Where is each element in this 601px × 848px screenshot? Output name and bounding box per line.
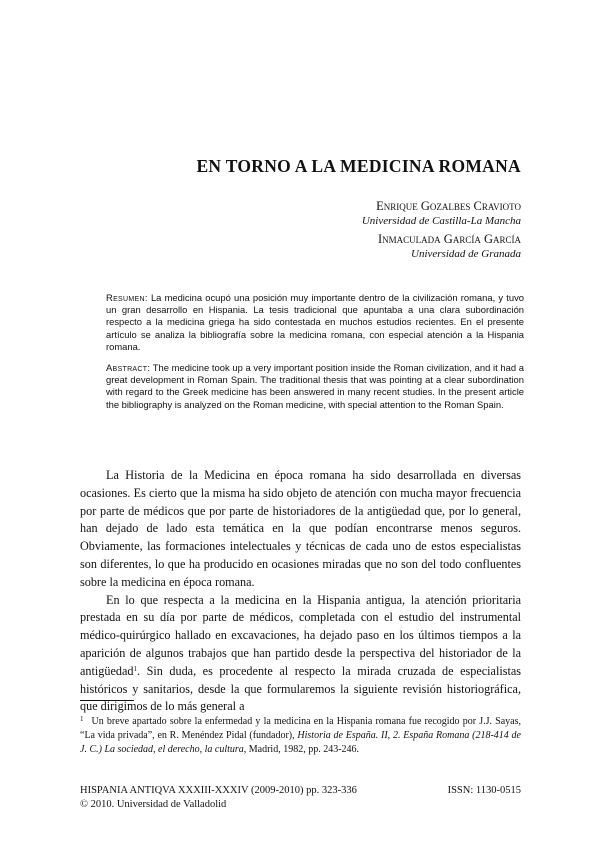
footnote-ref-1[interactable]: 1 (133, 664, 137, 673)
resumen-text: La medicina ocupó una posición muy importante dentro de la civilización romana, y tuvo un gran desarrollo en Hispania. La tesis tradicional que apuntaba a una clara subordinación respecto a la medicina griega ha sido contestada en muchos estudios recientes. En el presente artículo se analiza la bibliografía sobre la medicina romana, con especial atención a la Hispania romana. (106, 292, 524, 352)
footnote-divider (80, 700, 134, 701)
author-2-affiliation: Universidad de Granada (411, 248, 521, 260)
copyright: © 2010. Universidad de Valladolid (80, 799, 227, 810)
body-paragraph-1: La Historia de la Medicina en época romana ha sido desarrollada en diversas ocasiones. Es cierto que la misma ha sido objeto de atención con mucha mayor frecuencia por parte de médicos que por parte de historiadores de la antigüedad que, por lo general, han dejado de lado esta temática en la que podían encontrarse menos seguros. Obviamente, las formaciones intelectuales y técnicas de cada uno de estos especialistas son diferentes, lo que ha producido en ocasiones miradas que no son del todo confluentes sobre la medicina en época romana. (80, 468, 521, 589)
body-paragraph-2-start: En lo que respecta a la medicina en la Hispania antigua, la atención prioritaria prestada en su día por parte de médicos, completada con el estudio del instrumental médico-quirúrgico hallado en excavaciones, ha dejado paso en los últimos tiempos a la aparición de algunos trabajos que han partido desde la perspectiva del historiador de la antigüedad (80, 592, 521, 678)
abstract-text: The medicine took up a very important position inside the Roman civilization, and it had a great development in Roman Spain. The traditional thesis that was pointing at a clear subordination with regard to the Greek medicine has been answered in many recent studies. In the present article the bibliography is analyzed on the Roman medicine, with special attention to the Roman Spain. (106, 362, 524, 410)
footnote-text-start: Un breve apartado sobre la enfermedad y la medicina en la Hispania romana fue recogido por J.J. Sayas, “La vida privada”, en R. Menéndez Pidal (fundador), (80, 716, 521, 741)
author-1-name: Enrique Gozalbes Cravioto (376, 199, 521, 213)
author-1-affiliation: Universidad de Castilla-La Mancha (361, 215, 521, 227)
issn: ISSN: 1130-0515 (447, 785, 521, 796)
footnote-text-end: , Madrid, 1982, pp. 243-246. (243, 744, 360, 755)
journal-citation: HISPANIA ANTIQVA XXXIII-XXXIV (2009-2010) pp. 323-336 (80, 785, 357, 796)
resumen-block (106, 292, 524, 353)
body-paragraph-2 (80, 592, 521, 717)
footnote-number: 1 (80, 715, 84, 723)
body-text (80, 467, 521, 716)
body-paragraph-2-end: . Sin duda, es procedente al respecto la mirada cruzada de especialistas históricos y sanitarios, desde la que formularemos la siguiente revisión historiográfica, que dirigimos de lo más general a (80, 663, 521, 714)
author-2-name: Inmaculada García García (378, 232, 521, 246)
footnote-book-title: Historia de España. II, 2. España Romana (218-414 de J. C.) La sociedad, el derecho, la cultura (80, 730, 521, 755)
resumen-label: Resumen: (106, 292, 148, 303)
footnote-1 (80, 712, 521, 757)
abstract-block (106, 362, 524, 411)
abstract-label: Abstract: (106, 362, 151, 373)
article-title: EN TORNO A LA MEDICINA ROMANA (196, 156, 521, 176)
